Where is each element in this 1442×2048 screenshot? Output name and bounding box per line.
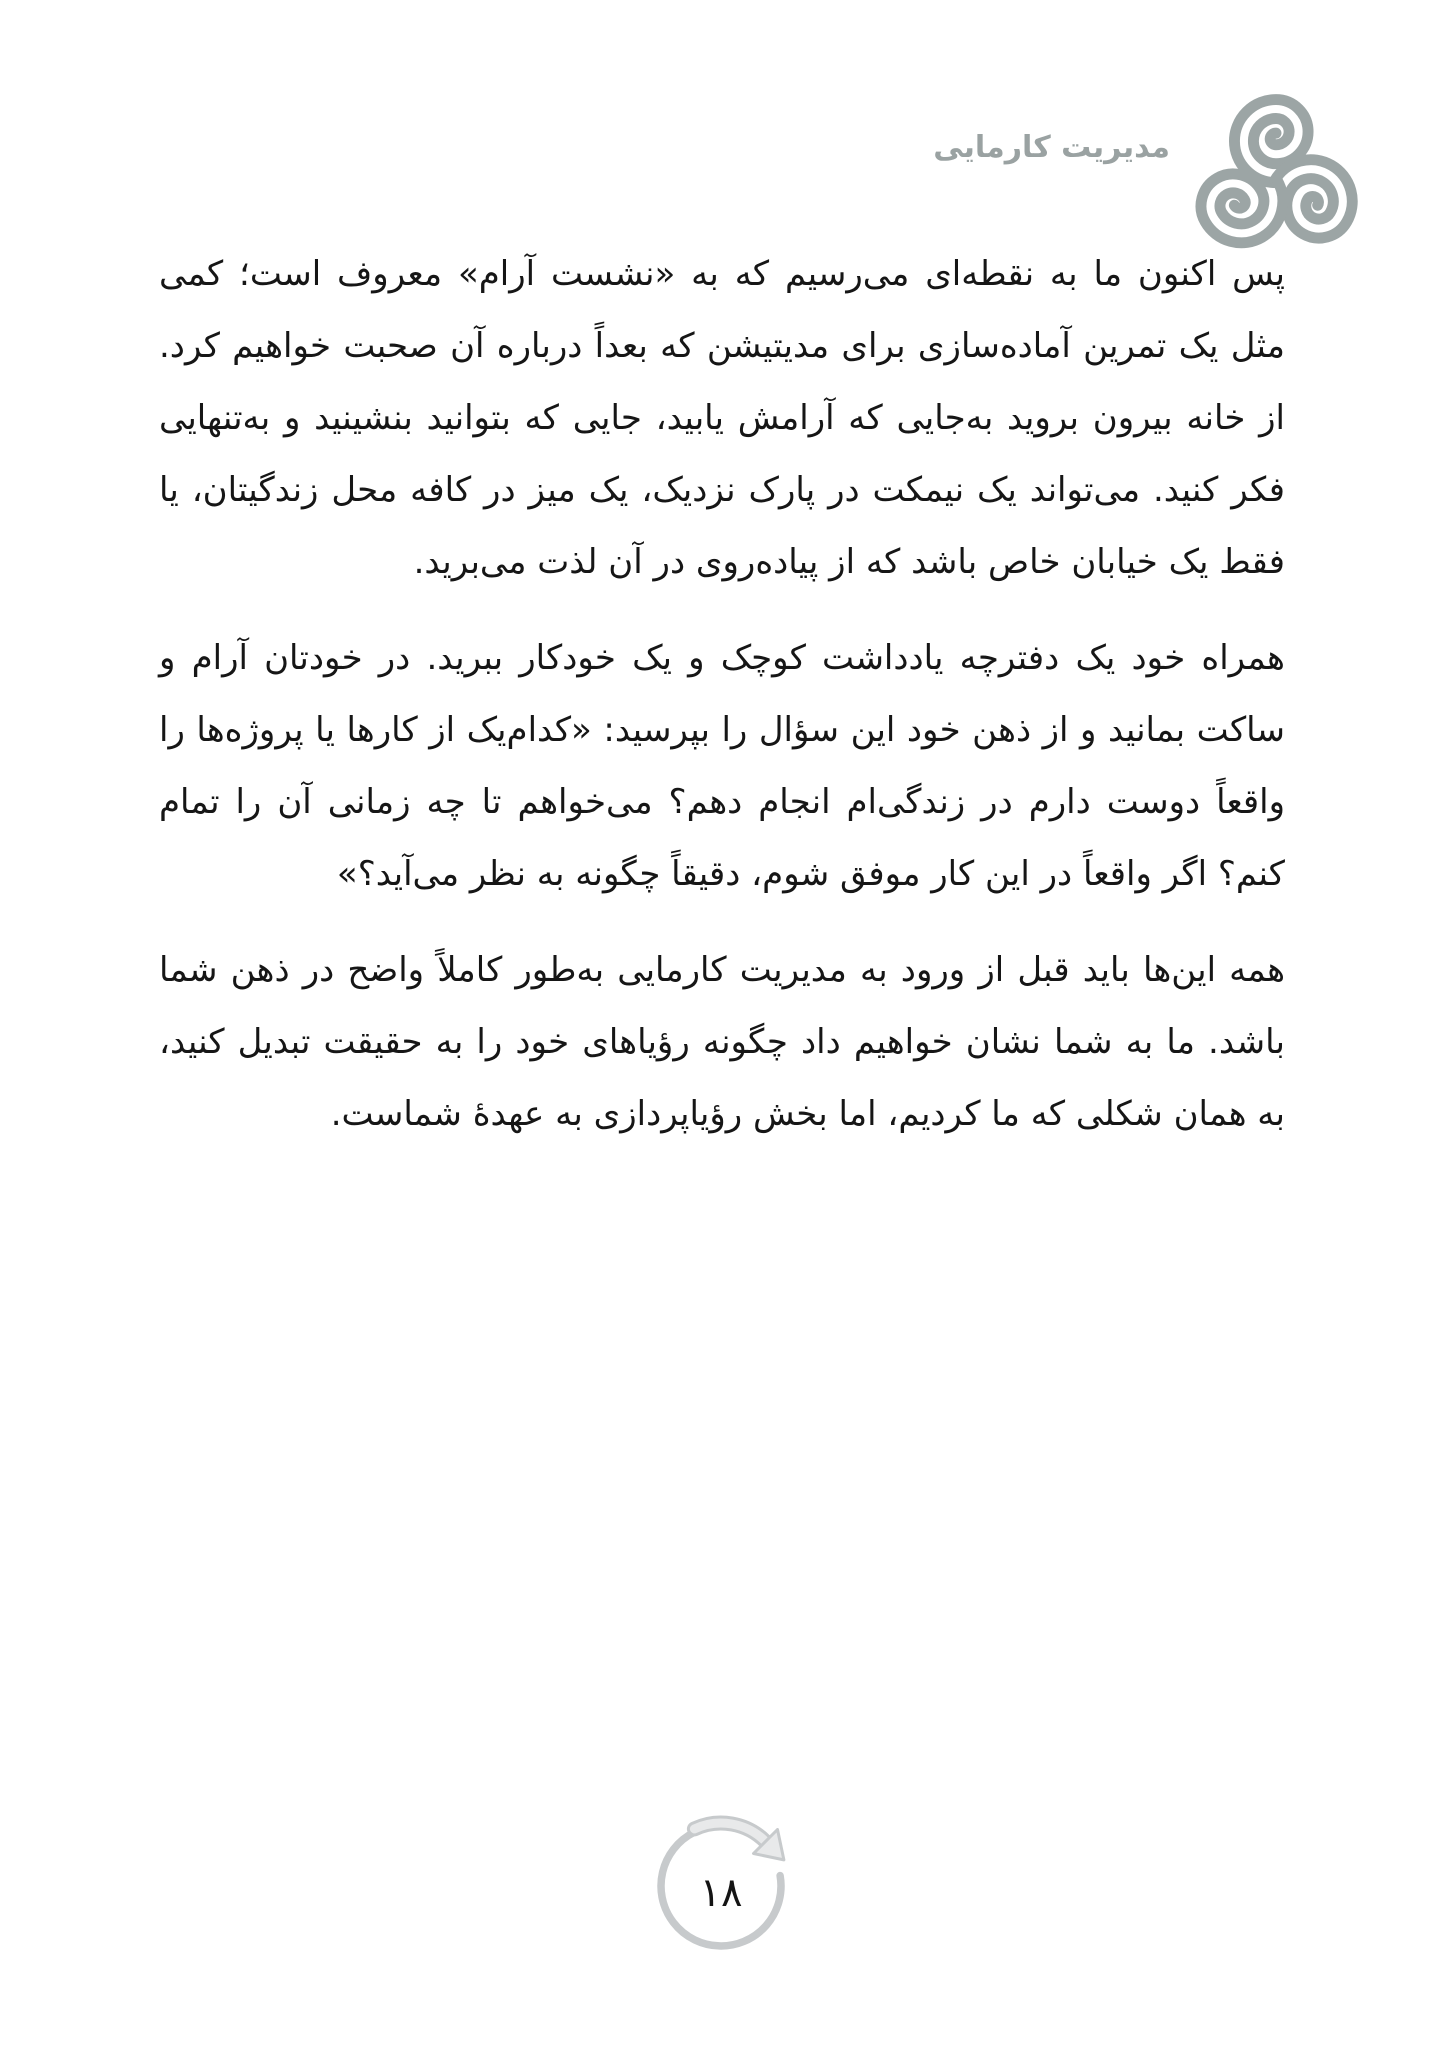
- paragraph: همه این‌ها باید قبل از ورود به مدیریت کارمایی به‌طور کاملاً واضح در ذهن شما باشد. ما به شما نشان خواهیم داد چگونه رؤیاهای خود را به حقیقت تبدیل کنید، به همان شکلی که ما کردیم، اما بخش رؤیاپردازی به عهدۀ شماست.: [159, 950, 1285, 1134]
- triskelion-spiral-icon: [1190, 90, 1362, 252]
- spiral-arm-top: [1234, 100, 1308, 183]
- footer-page-mark: [646, 1811, 796, 1961]
- paragraph: همراه خود یک دفترچه یادداشت کوچک و یک خودکار ببرید. در خودتان آرام و ساکت بمانید و از ذهن خود این سؤال را بپرسید: «کدام‌یک از کارها یا پروژه‌ها را واقعاً دوست دارم در زندگی‌ام انجام دهم؟ می‌خواهم تا چه زمانی آن را تمام کنم؟ اگر واقعاً در این کار موفق شوم، دقیقاً چگونه به نظر می‌آید؟»: [159, 638, 1285, 894]
- header-title: مدیریت کارمایی: [933, 130, 1170, 165]
- paragraph: پس اکنون ما به نقطه‌ای می‌رسیم که به «نشست آرام» معروف است؛ کمی مثل یک تمرین آماده‌سازی برای مدیتیشن که بعداً درباره آن صحبت خواهیم کرد. از خانه بیرون بروید به‌جایی که آرامش یابید، جایی که بتوانید بنشینید و به‌تنهایی فکر کنید. می‌تواند یک نیمکت در پارک نزدیک، یک میز در کافه محل زندگیتان، یا فقط یک خیابان خاص باشد که از پیاده‌روی در آن لذت می‌برید.: [159, 254, 1285, 582]
- page-number: ۱۸: [699, 1870, 743, 1916]
- page-body-text: [159, 238, 1285, 1174]
